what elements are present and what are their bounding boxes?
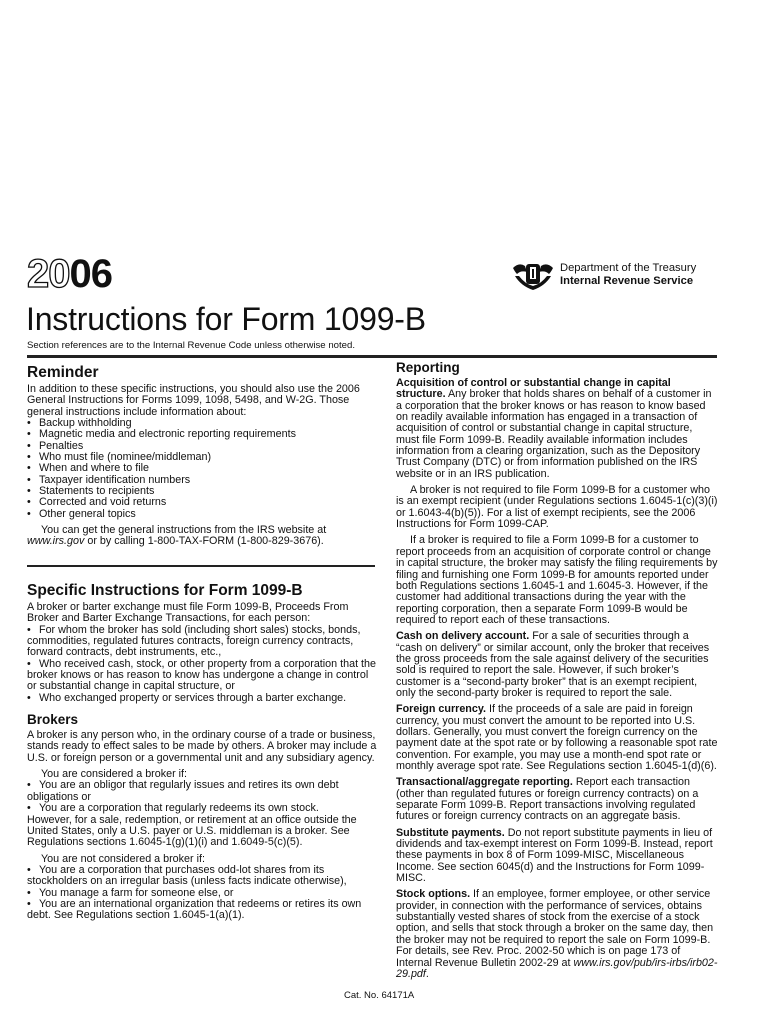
aggregate-reporting-paragraph: Transactional/aggregate reporting. Report each transaction (other than regulated futures or foreign currency contracts) on a separate Form 1099-B. Report transactions involving regulated futures or foreign currency contracts on an aggregate basis. (396, 776, 699, 823)
list-item: • When and where to file (27, 462, 149, 475)
reminder-intro: In addition to these specific instructions, you should also use the 2006 General Instructions for Forms 1099, 1098, 5498, and W-2G. Those general instructions include information about: (27, 383, 360, 418)
not-broker-list (27, 865, 377, 922)
specific-intro: A broker or barter exchange must file Form 1099-B, Proceeds From Broker and Barter Exchange Transactions, for each person: (27, 601, 349, 625)
list-item: • Corrected and void returns (27, 496, 167, 509)
section-divider (27, 565, 375, 567)
combined-filing-paragraph: If a broker is required to file a Form 1099-B for a customer to report proceeds from an acquisition of corporate control or change in capital structure, the broker may satisfy the filing requirements by filing and furnishing one Form 1099-B for amounts reported under both Regulations sections 1.6045-1 and 1.6045-3. However, if the customer had additional transactions during the year with the reporting corporation, then a separate Form 1099-B would be required to report each of these transactions. (396, 534, 718, 626)
list-item: • Who exchanged property or services through a barter exchange. (27, 691, 347, 704)
reporting-heading: Reporting (396, 360, 460, 375)
exempt-recipient-paragraph: A broker is not required to file Form 1099-B for a customer who is an exempt recipient (under Regulations sections 1.6045-1(c)(3)(i) or 1.6043-4(b)(5)). For a list of exempt recipients, see the 2006 Instructions for Form 1099-CAP. (396, 484, 718, 531)
department-name: Department of the Treasury (560, 262, 697, 274)
section-references-note: Section references are to the Internal Revenue Code unless otherwise noted. (27, 340, 355, 351)
irs-eagle-logo-icon (511, 260, 555, 292)
list-item: • For whom the broker has sold (including short sales) stocks, bonds, commodities, regulated futures contracts, foreign currency contracts, forward contracts, debt instruments, etc., (27, 623, 361, 659)
agency-block (560, 262, 696, 288)
foreign-currency-paragraph: Foreign currency. If the proceeds of a sale are paid in foreign currency, you must convert the amount to be reported into U.S. dollars. Generally, you must convert the foreign currency on the payment date at the spot rate or by following a reasonable spot rate convention. For example, you may use a month-end spot rate or monthly average spot rate. See Regulations section 1.6045-1(d)(6). (396, 703, 718, 772)
list-item: • Who received cash, stock, or other property from a corporation that the broker knows or has reason to know has undergone a change in control or substantial change in capital structure, or (27, 657, 376, 693)
list-item: • Penalties (27, 439, 84, 452)
list-item: • You manage a farm for someone else, or (27, 886, 234, 899)
list-item: • Statements to recipients (27, 485, 155, 498)
broker-definition: A broker is any person who, in the ordinary course of a trade or business, stands ready to effect sales to be made by others. A broker may include a U.S. or foreign person or a governmental unit and any subsidiary agency. (27, 729, 377, 764)
cash-on-delivery-paragraph: Cash on delivery account. For a sale of securities through a “cash on delivery” or similar account, only the broker that receives the gross proceeds from the sale against delivery of the securities sold is required to report the sale. However, if such broker’s customer is a “second-party broker” that is an exempt recipient, only the second-party broker is required to report the sale. (396, 630, 710, 699)
list-item: • You are an international organization that redeems or retires its own debt. See Regulations section 1.6045-1(a)(1). (27, 897, 362, 922)
foreign-office-note: However, for a sale, redemption, or retirement at an office outside the United States, only a U.S. payer or U.S. middleman is a broker. See Regulations sections 1.6045-1(g)(1)(i) and 1.6049-5(c)(5). (27, 813, 357, 849)
left-column (27, 364, 377, 553)
list-item: • You are a corporation that purchases odd-lot shares from its stockholders on an irregular basis (unless facts indicate otherwise), (27, 863, 347, 888)
list-item: • Who must file (nominee/middleman) (27, 451, 212, 464)
right-column (396, 360, 718, 985)
agency-name: Internal Revenue Service (560, 275, 694, 287)
stock-options-paragraph: Stock options. If an employee, former employee, or other service provider, in connection with the performance of services, obtains substantially vested shares of stock from the exercise of a stock option, and sells that stock through a broker on the same day, then the broker may not be required to report the sale on Form 1099-B. For details, see Rev. Proc. 2002-50 which is on page 173 of Internal Revenue Bulletin 2002-29 at www.irs.gov/pub/irs-irbs/irb02-29.pdf. (396, 888, 718, 980)
list-item: • Backup withholding (27, 417, 132, 430)
irb-pdf-link[interactable]: www.irs.gov/pub/irs-irbs/irb02-29.pdf (396, 956, 718, 980)
considered-broker-intro: You are considered a broker if: (41, 768, 188, 781)
specific-instructions-heading: Specific Instructions for Form 1099-B (27, 582, 303, 599)
page-title: Instructions for Form 1099-B (26, 301, 426, 337)
reminder-topics-list (27, 418, 377, 520)
brokers-heading: Brokers (27, 712, 79, 728)
form-year: 2006 (27, 252, 112, 296)
list-item: • You are an obligor that regularly issues and retires its own debt obligations or (27, 779, 339, 803)
catalog-number: Cat. No. 64171A (344, 990, 415, 1001)
filing-cases-list (27, 625, 377, 704)
website-note: You can get the general instructions from the IRS website at www.irs.gov or by calling 1-800-TAX-FORM (1-800-829-3676). (27, 524, 327, 548)
list-item: • You are a corporation that regularly redeems its own stock. (27, 802, 319, 815)
considered-broker-list (27, 780, 377, 814)
acquisition-paragraph: Acquisition of control or substantial change in capital structure. Any broker that holds shares on behalf of a customer in a corporation that the broker knows or has reason to know based on readily available information has engaged in a transaction of acquisition of control or substantial change in capital structure, must file Form 1099-B. Readily available information includes information from a clearing organization, such as the Depository Trust Company (DTC) or from information published on the IRS website or in an IRS publication. (396, 377, 712, 480)
reminder-heading: Reminder (27, 364, 99, 381)
substitute-payments-paragraph: Substitute payments. Do not report substitute payments in lieu of dividends and tax-exempt interest on Form 1099-B. Instead, report these payments in box 8 of Form 1099-MISC, Miscellaneous Income. See section 6045(d) and the Instructions for Form 1099-MISC. (396, 826, 713, 885)
list-item: • Other general topics (27, 507, 136, 520)
header-divider (27, 355, 717, 358)
irs-website-link[interactable]: www.irs.gov (27, 535, 85, 548)
not-broker-intro: You are not considered a broker if: (41, 852, 205, 865)
specific-instructions-section (27, 582, 377, 927)
list-item: • Magnetic media and electronic reporting requirements (27, 428, 296, 441)
list-item: • Taxpayer identification numbers (27, 473, 191, 486)
